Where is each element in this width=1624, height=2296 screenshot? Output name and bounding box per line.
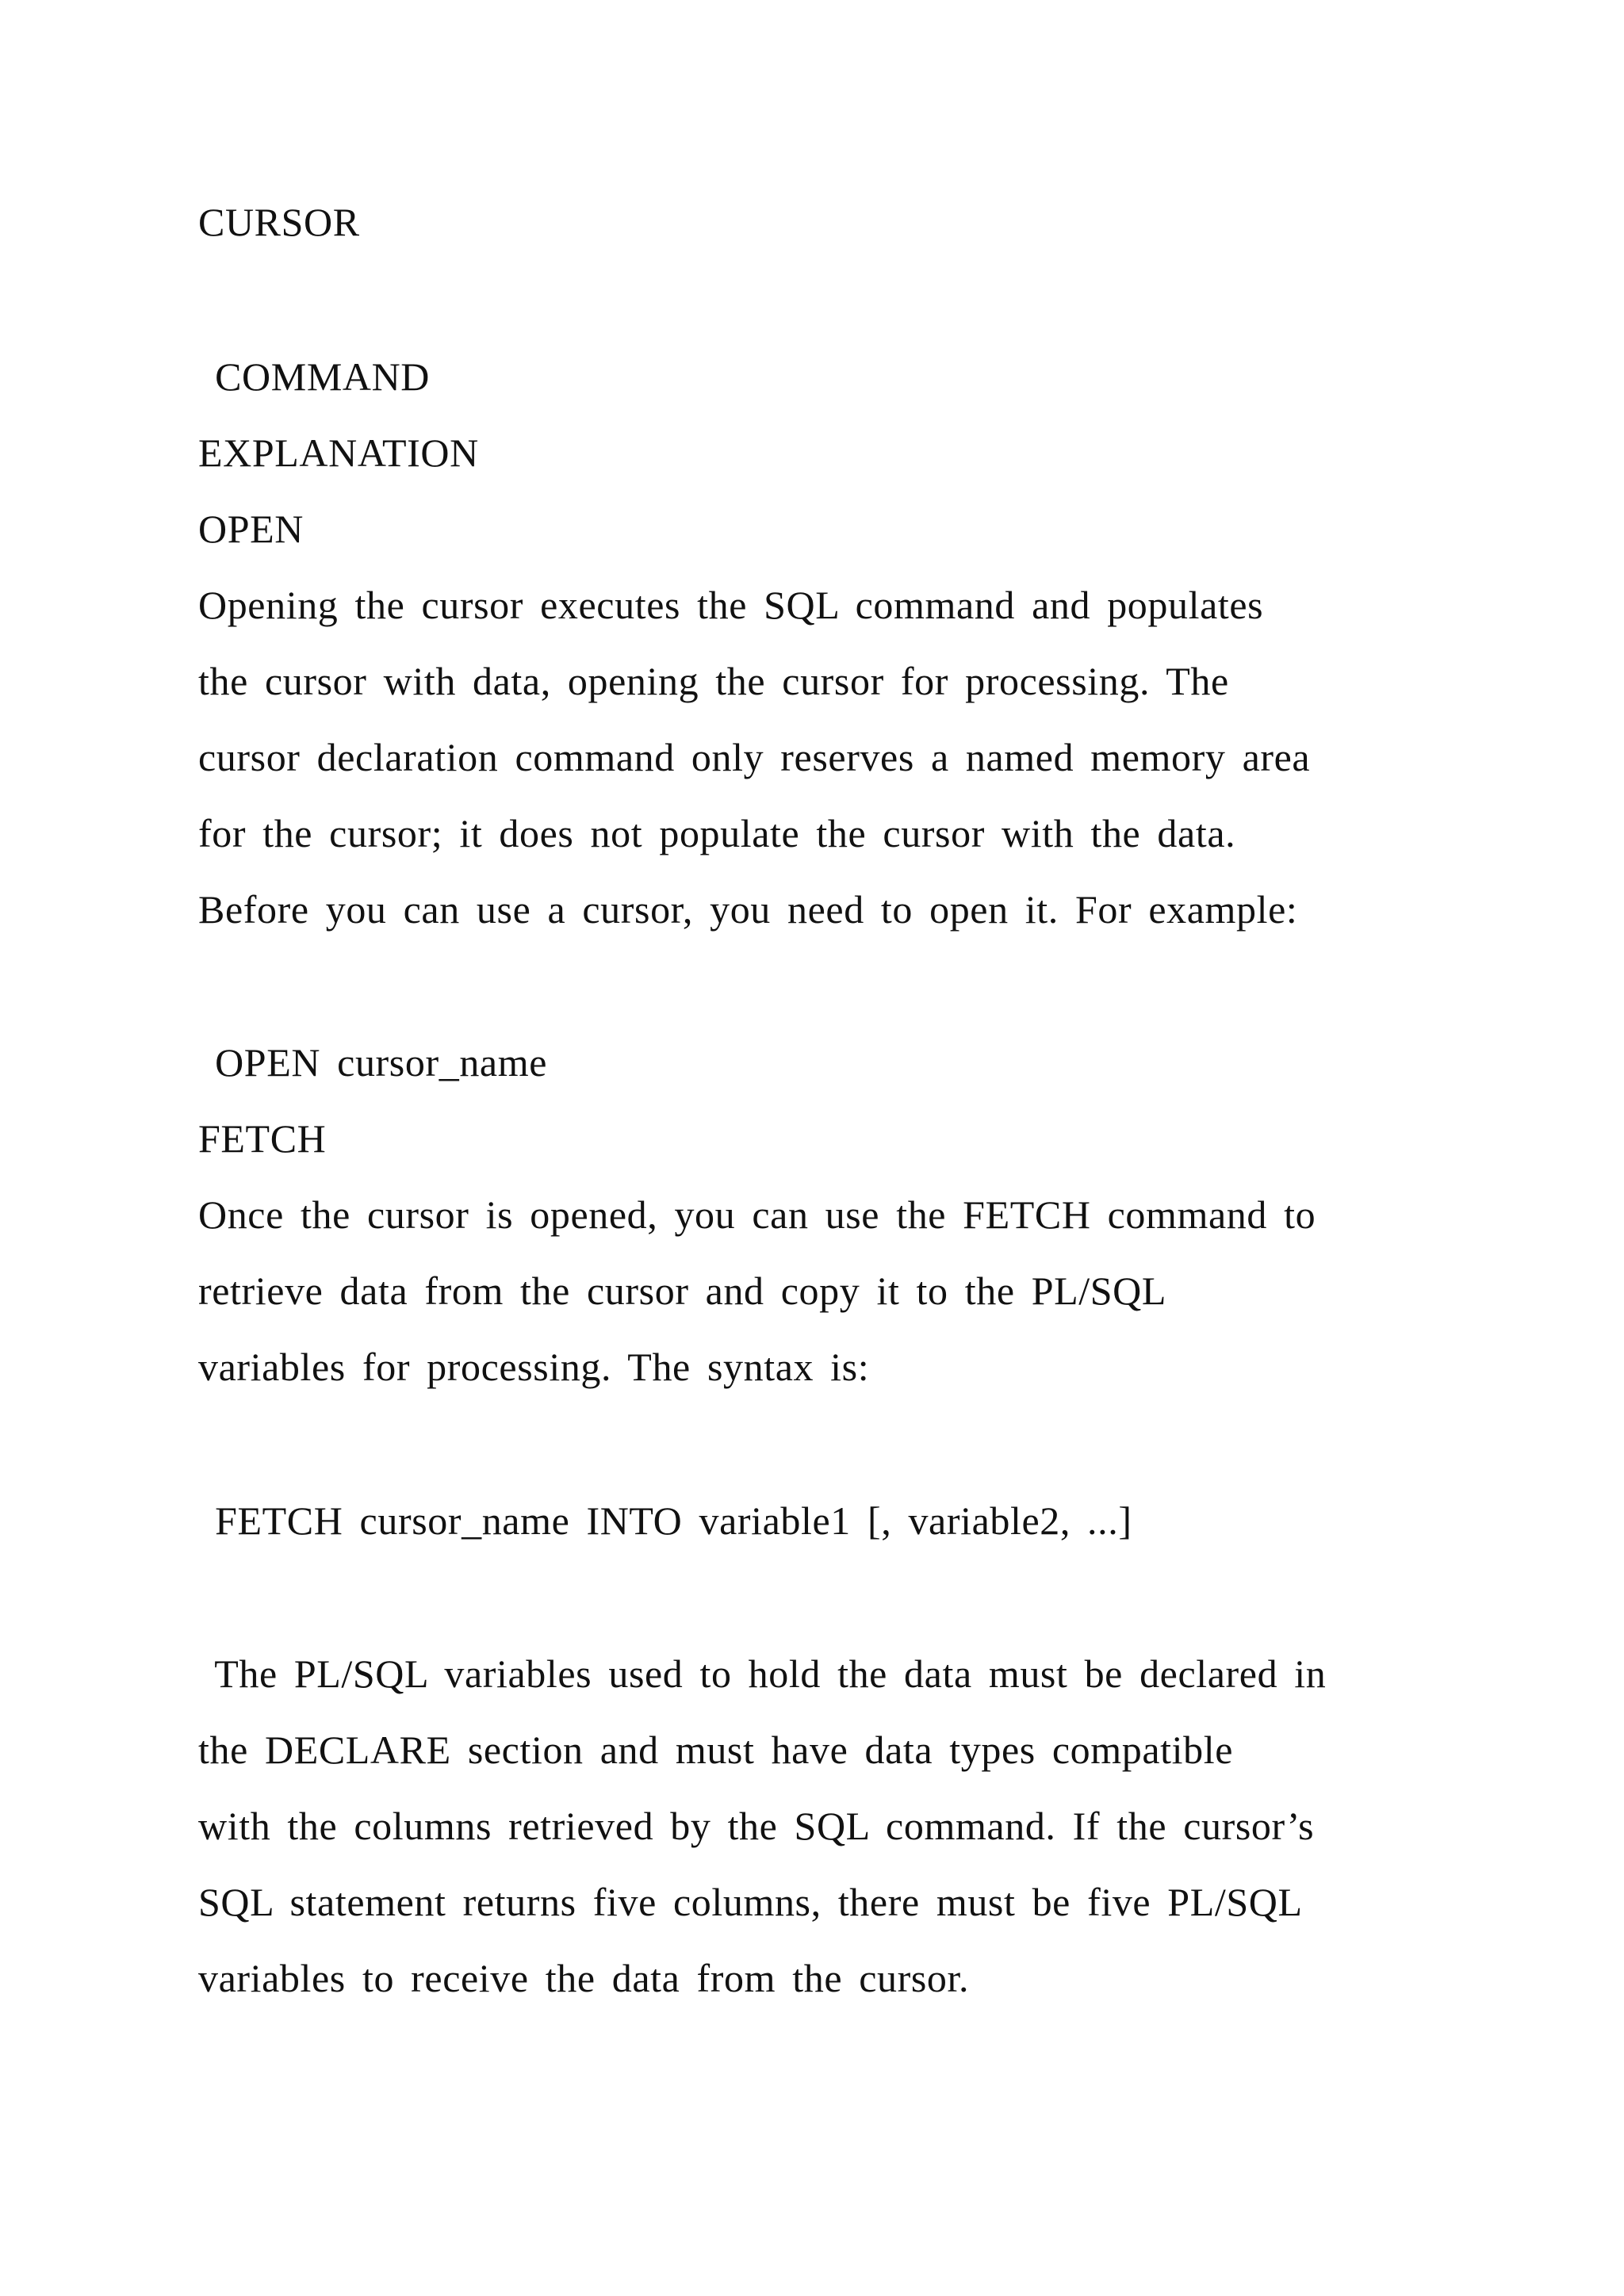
fetch-line-3: variables for processing. The syntax is: bbox=[198, 1345, 870, 1389]
open-line-2: the cursor with data, opening the cursor for processing. The bbox=[198, 659, 1229, 703]
open-example: OPEN cursor_name bbox=[198, 1040, 547, 1085]
open-line-4: for the cursor; it does not populate the cursor with the data. bbox=[198, 811, 1236, 855]
label-explanation: EXPLANATION bbox=[198, 430, 479, 475]
open-title: OPEN bbox=[198, 507, 304, 551]
note-line-2: the DECLARE section and must have data types compatible bbox=[198, 1728, 1234, 1772]
fetch-syntax: FETCH cursor_name INTO variable1 [, variable2, ...] bbox=[198, 1498, 1132, 1543]
open-line-5: Before you can use a cursor, you need to open it. For example: bbox=[198, 887, 1298, 932]
open-line-1: Opening the cursor executes the SQL command and populates bbox=[198, 583, 1264, 627]
note-line-5: variables to receive the data from the cursor. bbox=[198, 1956, 970, 2000]
note-line-4: SQL statement returns five columns, there must be five PL/SQL bbox=[198, 1880, 1303, 1924]
fetch-title: FETCH bbox=[198, 1116, 327, 1161]
fetch-line-1: Once the cursor is opened, you can use the FETCH command to bbox=[198, 1192, 1316, 1237]
label-command: COMMAND bbox=[198, 354, 430, 399]
note-line-3: with the columns retrieved by the SQL command. If the cursor’s bbox=[198, 1804, 1315, 1848]
fetch-line-2: retrieve data from the cursor and copy it to the PL/SQL bbox=[198, 1269, 1167, 1313]
heading: CURSOR bbox=[198, 200, 360, 244]
note-line-1: The PL/SQL variables used to hold the data must be declared in bbox=[198, 1651, 1327, 1696]
open-line-3: cursor declaration command only reserves a named memory area bbox=[198, 735, 1311, 779]
